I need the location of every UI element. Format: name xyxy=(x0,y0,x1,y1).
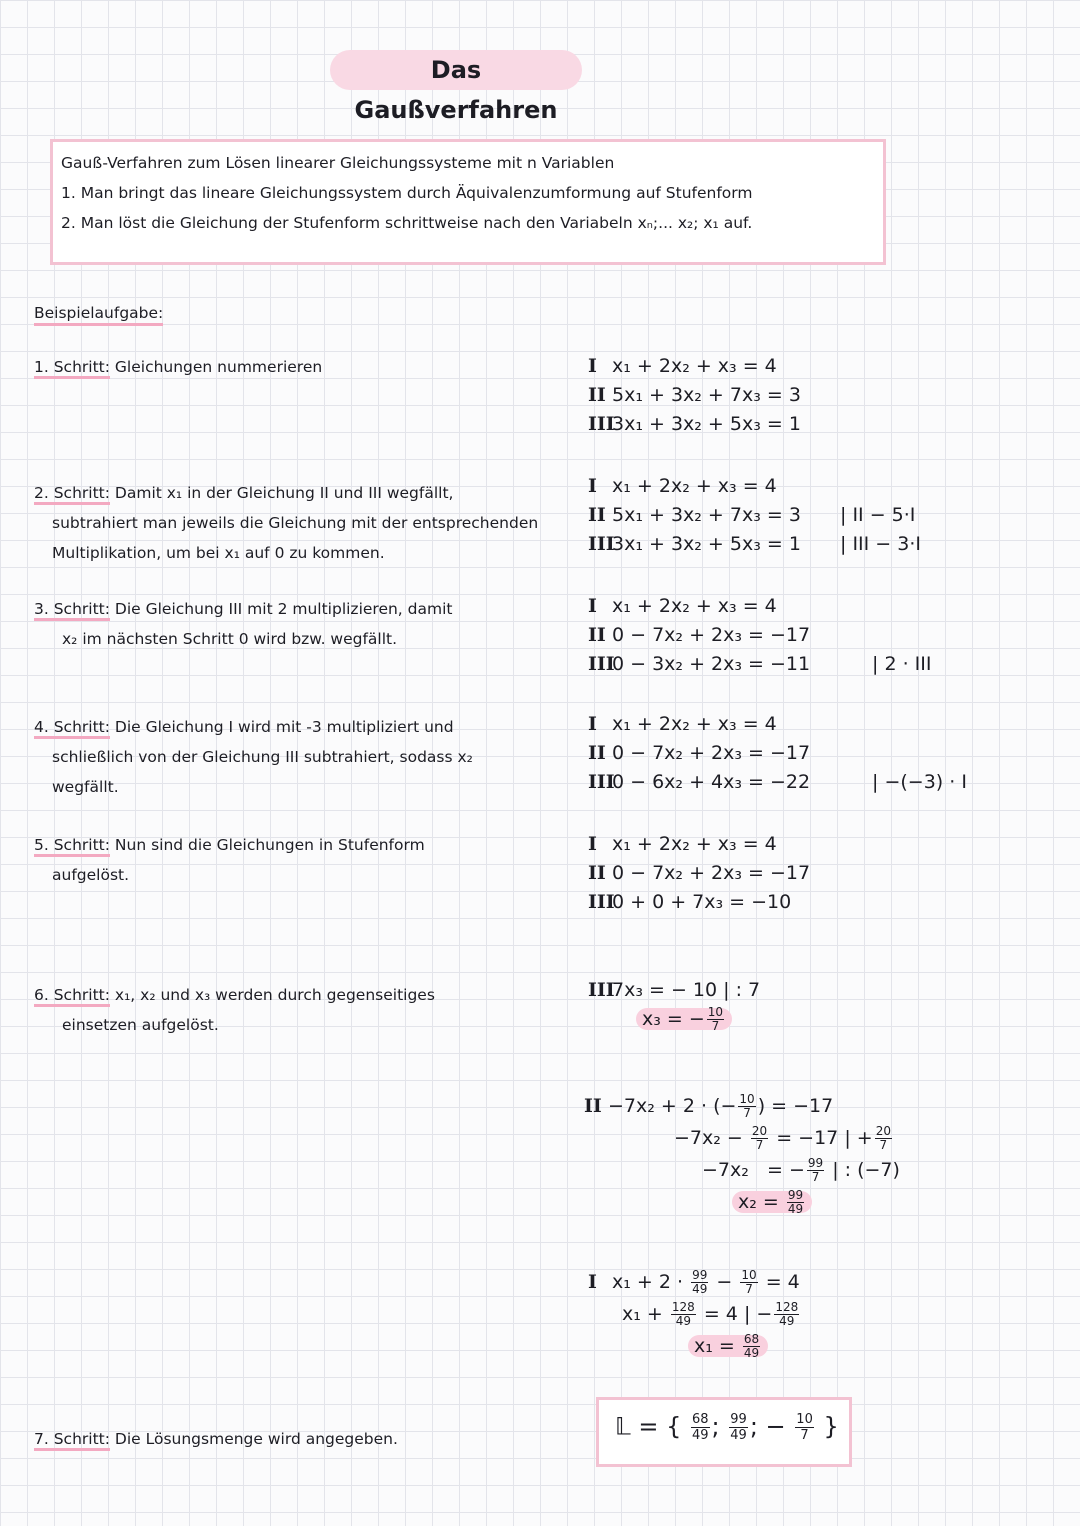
step-label: 7. Schritt: xyxy=(34,1430,110,1451)
step-label: 5. Schritt: xyxy=(34,836,110,857)
step-text: Die Gleichung III mit 2 multiplizieren, damit xyxy=(114,600,453,618)
highlighted-result: x₁ = $\frac{68}{49}$ xyxy=(688,1335,768,1357)
step-text: x₁, x₂ und x₃ werden durch gegenseitiges xyxy=(114,986,435,1004)
step-label: 6. Schritt: xyxy=(34,986,110,1007)
fraction: $\frac{10}{7}$ xyxy=(796,1412,813,1443)
fraction: $\frac{128}{49}$ xyxy=(671,1300,695,1328)
definition-line-1: Gauß-Verfahren zum Lösen linearer Gleichungssysteme mit n Variablen xyxy=(61,154,615,172)
equation-row: III3x₁ + 3x₂ + 5x₃ = 1 xyxy=(588,413,801,435)
solve-x2: II −7x₂ + 2 · (− $\frac{10}{7}$ ) = −17 −7x₂ − $\frac{20}{7}$ = −17 | + $\frac{20}{7}$ −7x₂ = − $\frac{99}{7}$ | : (−7) x₂ = $\frac{99}{49}$ xyxy=(584,1092,900,1216)
step-label: 2. Schritt: xyxy=(34,484,110,505)
step-text: Gleichungen nummerieren xyxy=(114,358,323,376)
equation-row: II 5x₁ + 3x₂ + 7x₃ = 3 xyxy=(588,384,801,406)
fraction: $\frac{68}{49}$ xyxy=(692,1412,709,1443)
operation-note: | −(−3) · I xyxy=(872,771,967,793)
definition-box xyxy=(50,139,886,265)
equation-system-2 xyxy=(588,472,801,559)
fraction: $\frac{10}{7}$ xyxy=(707,1005,724,1033)
fraction: $\frac{99}{49}$ xyxy=(787,1188,804,1216)
page-title: Das Gaußverfahren xyxy=(330,50,582,90)
solve-x1: I x₁ + 2 · $\frac{99}{49}$ − $\frac{10}{7}$ = 4 x₁ + $\frac{128}{49}$ = 4 | − $\frac{128}{49}$ x₁ = $\frac{68}{49}$ xyxy=(588,1268,800,1360)
step-text: x₂ im nächsten Schritt 0 wird bzw. wegfällt. xyxy=(62,630,398,648)
step-text: Die Lösungsmenge wird angegeben. xyxy=(114,1430,398,1448)
operation-note: | 2 · III xyxy=(872,653,932,675)
step-4 xyxy=(34,712,473,802)
equation-row: II 0 − 7x₂ + 2x₃ = −17 xyxy=(588,624,811,646)
equation-row: III0 + 0 + 7x₃ = −10 xyxy=(588,891,792,913)
equation-row: III3x₁ + 3x₂ + 5x₃ = 1 xyxy=(588,533,801,555)
step-7 xyxy=(34,1424,398,1454)
equation-system-4 xyxy=(588,710,810,797)
step-5 xyxy=(34,830,425,890)
step-text: Damit x₁ in der Gleichung II und III wegfällt, xyxy=(114,484,454,502)
fraction: $\frac{20}{7}$ xyxy=(875,1124,891,1152)
equation-row: I x₁ + 2x₂ + x₃ = 4 xyxy=(588,833,777,855)
equation-row: III0 − 6x₂ + 4x₃ = −22 xyxy=(588,771,811,793)
step-text: einsetzen aufgelöst. xyxy=(62,1016,219,1034)
equation-row: I x₁ + 2x₂ + x₃ = 4 xyxy=(588,595,777,617)
equation-system-5 xyxy=(588,830,810,917)
fraction: $\frac{68}{49}$ xyxy=(743,1332,760,1360)
equation-system-1 xyxy=(588,352,801,439)
step-label: 4. Schritt: xyxy=(34,718,110,739)
equation-row: I x₁ + 2x₂ + x₃ = 4 xyxy=(588,475,777,497)
highlighted-result: x₂ = $\frac{99}{49}$ xyxy=(732,1191,812,1213)
fraction: $\frac{99}{49}$ xyxy=(730,1412,747,1443)
step-text: subtrahiert man jeweils die Gleichung mit der entsprechenden xyxy=(52,514,539,532)
equation-row: II 5x₁ + 3x₂ + 7x₃ = 3 xyxy=(588,504,801,526)
step-1 xyxy=(34,352,322,382)
equation-row: II 0 − 7x₂ + 2x₃ = −17 xyxy=(588,862,811,884)
equation-row: I x₁ + 2x₂ + x₃ = 4 xyxy=(588,355,777,377)
fraction: $\frac{99}{7}$ xyxy=(807,1156,824,1184)
highlighted-result: x₃ = − $\frac{10}{7}$ xyxy=(636,1008,732,1030)
step-text: Die Gleichung I wird mit -3 multipliziert und xyxy=(114,718,454,736)
fraction: $\frac{128}{49}$ xyxy=(775,1300,799,1328)
definition-line-3: 2. Man löst die Gleichung der Stufenform schrittweise nach den Variabeln xₙ;... x₂; x₁ auf. xyxy=(61,214,753,232)
equation-system-3 xyxy=(588,592,810,679)
solution-set-box xyxy=(596,1397,852,1467)
step-text: Multiplikation, um bei x₁ auf 0 zu kommen. xyxy=(52,544,385,562)
operation-note: | II − 5·I xyxy=(840,504,916,526)
fraction: $\frac{10}{7}$ xyxy=(741,1268,757,1296)
step-label: 1. Schritt: xyxy=(34,358,110,379)
example-heading-text: Beispielaufgabe: xyxy=(34,304,163,326)
step-label: 3. Schritt: xyxy=(34,600,110,621)
solve-x3: III7x₃ = − 10 | : 7 x₃ = − $\frac{10}{7}$ xyxy=(588,979,761,1033)
definition-line-2: 1. Man bringt das lineare Gleichungssystem durch Äquivalenzumformung auf Stufenform xyxy=(61,184,753,202)
solution-set: 𝕃 = { $\frac{68}{49}$ ; $\frac{99}{49}$ ; − $\frac{10}{7}$ } xyxy=(615,1412,839,1443)
operation-note: | III − 3·I xyxy=(840,533,921,555)
step-2 xyxy=(34,478,538,568)
fraction: $\frac{10}{7}$ xyxy=(739,1092,755,1120)
equation-row: III0 − 3x₂ + 2x₃ = −11 xyxy=(588,653,811,675)
fraction: $\frac{99}{49}$ xyxy=(692,1268,708,1296)
example-heading xyxy=(34,298,163,328)
step-3 xyxy=(34,594,452,654)
equation-row: I x₁ + 2x₂ + x₃ = 4 xyxy=(588,713,777,735)
equation-row: II 0 − 7x₂ + 2x₃ = −17 xyxy=(588,742,811,764)
fraction: $\frac{20}{7}$ xyxy=(751,1124,768,1152)
step-text: Nun sind die Gleichungen in Stufenform xyxy=(114,836,425,854)
step-text: wegfällt. xyxy=(52,778,119,796)
step-text: aufgelöst. xyxy=(52,866,130,884)
step-text: schließlich von der Gleichung III subtrahiert, sodass x₂ xyxy=(52,748,473,766)
step-6 xyxy=(34,980,435,1040)
